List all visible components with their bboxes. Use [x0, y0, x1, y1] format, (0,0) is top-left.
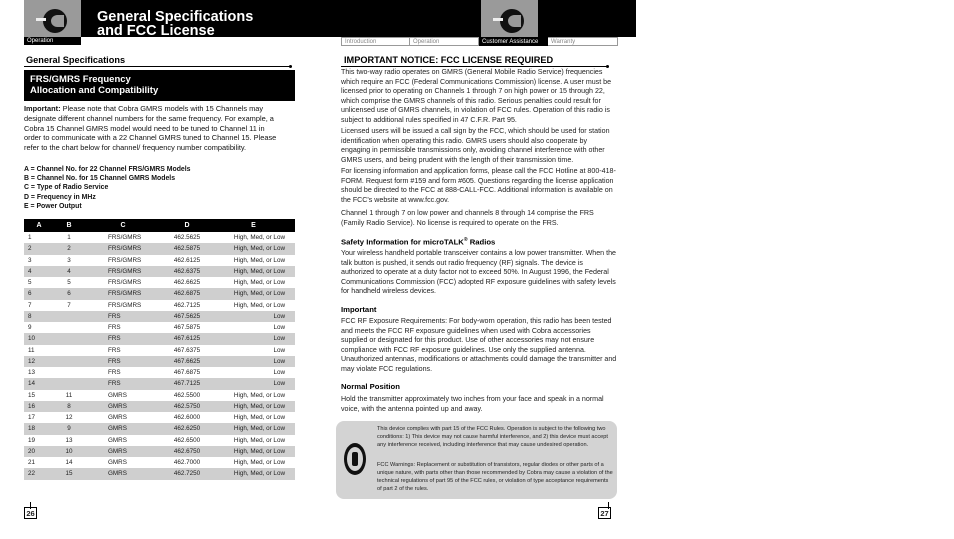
- table-header-row: [24, 219, 295, 232]
- table-cell: [54, 322, 84, 333]
- table-cell: GMRS: [108, 459, 127, 467]
- table-cell: [54, 356, 84, 367]
- table-cell: FRS: [108, 369, 121, 377]
- table-cell: 17: [28, 414, 36, 422]
- divider: [24, 66, 292, 67]
- table-cell: 462.6625: [173, 279, 201, 287]
- table-cell: 3: [67, 256, 71, 264]
- table-cell: FRS/GMRS: [108, 301, 142, 309]
- table-cell: High, Med, or Low: [233, 436, 285, 444]
- tab-customer-assistance[interactable]: Customer Assistance: [479, 37, 548, 46]
- table-row: [24, 243, 295, 254]
- table-row: [24, 435, 295, 446]
- fcc-mark-icon: [344, 443, 366, 475]
- important-note: Important: Please note that Cobra GMRS models with 15 Channels may designate different channel numbers for the same frequency. For example, a Cobra 15 Channel GMRS model would need to be tuned to Channel 11 in order to communicate with a 22 Channel GMRS tuned to Channel 15. Please refer to the chart below for channel/ frequency number compatibility.: [24, 104, 277, 153]
- table-cell: [54, 333, 84, 344]
- table-cell: 5: [28, 279, 32, 287]
- table-cell: High, Med, or Low: [233, 459, 285, 467]
- table-cell: 9: [28, 324, 32, 332]
- table-cell: 467.7125: [162, 378, 212, 389]
- table-row: [24, 311, 295, 322]
- important-heading: Important: [341, 305, 377, 314]
- table-cell: 6: [24, 288, 54, 299]
- table-cell: 14: [65, 459, 73, 467]
- normal-position-paragraph: Hold the transmitter approximately two inches from your face and speak in a normal voice, with the antenna pointed up and away.: [341, 395, 604, 413]
- table-row: [24, 277, 295, 288]
- table-cell: 1: [28, 234, 32, 242]
- safety-paragraph: Your wireless handheld portable transceiver contains a low power transmitter. When the talk button is pushed, it sends out radio frequency (RF) signals. The device is authorized to operate at a duty factor not to exceed 50%. In August 1996, the Federal Communications Commission (FCC) adopted RF exposure guidelines with safety levels for handheld wireless devices.: [341, 249, 616, 296]
- table-row: [24, 457, 295, 468]
- table-row: [24, 367, 295, 378]
- table-cell: GMRS: [84, 446, 162, 457]
- table-cell: 462.5625: [173, 234, 201, 242]
- table-cell: Low: [212, 333, 295, 344]
- table-cell: Low: [273, 346, 285, 354]
- table-cell: Low: [212, 311, 295, 322]
- table-cell: Low: [212, 356, 295, 367]
- table-cell: 462.5750: [162, 401, 212, 412]
- table-row: [24, 468, 295, 479]
- table-cell: FRS/GMRS: [84, 288, 162, 299]
- table-cell: 462.6875: [162, 288, 212, 299]
- table-cell: High, Med, or Low: [212, 243, 295, 254]
- table-row: [24, 446, 295, 457]
- table-cell: High, Med, or Low: [233, 391, 285, 399]
- table-cell: 15: [28, 391, 36, 399]
- table-cell: 8: [54, 401, 84, 412]
- table-cell: 12: [65, 414, 73, 422]
- table-cell: 467.6375: [173, 346, 201, 354]
- table-row: [24, 412, 295, 423]
- fcc-section-heading: IMPORTANT NOTICE: FCC LICENSE REQUIRED: [344, 55, 554, 65]
- table-cell: 4: [24, 266, 54, 277]
- table-cell: 467.5875: [173, 324, 201, 332]
- table-cell: High, Med, or Low: [212, 401, 295, 412]
- table-cell: FRS/GMRS: [84, 243, 162, 254]
- table-cell: GMRS: [108, 391, 127, 399]
- table-cell: 462.5500: [173, 391, 201, 399]
- table-row: [24, 255, 295, 266]
- table-cell: FRS: [108, 324, 121, 332]
- table-row: [24, 378, 295, 389]
- page-tick: [608, 502, 609, 509]
- table-cell: 462.6375: [162, 266, 212, 277]
- page-title: General Specifications and FCC License: [97, 9, 254, 39]
- table-cell: 10: [24, 333, 54, 344]
- table-cell: 6: [54, 288, 84, 299]
- table-cell: 12: [24, 356, 54, 367]
- table-cell: 462.7250: [162, 468, 212, 479]
- table-cell: GMRS: [108, 436, 127, 444]
- table-cell: 13: [28, 369, 36, 377]
- table-cell: High, Med, or Low: [233, 414, 285, 422]
- table-cell: 462.5875: [162, 243, 212, 254]
- fcc-paragraph: Channel 1 through 7 on low power and channels 8 through 14 comprise the FRS (Family Radio Service). No license is required to operate on the FRS.: [341, 209, 594, 227]
- table-cell: 5: [67, 279, 71, 287]
- divider: [341, 66, 607, 67]
- table-cell: High, Med, or Low: [233, 301, 285, 309]
- table-row: [24, 390, 295, 401]
- table-cell: GMRS: [84, 423, 162, 434]
- table-cell: 467.6125: [162, 333, 212, 344]
- frequency-table: [24, 219, 295, 480]
- table-cell: High, Med, or Low: [212, 446, 295, 457]
- table-cell: High, Med, or Low: [212, 423, 295, 434]
- table-cell: 462.6250: [162, 423, 212, 434]
- divider-dot: [289, 65, 292, 68]
- cobra-logo: [481, 0, 538, 37]
- table-row: [24, 288, 295, 299]
- table-cell: FRS/GMRS: [108, 279, 142, 287]
- table-cell: 13: [65, 436, 73, 444]
- page-tick: [30, 502, 31, 509]
- table-cell: High, Med, or Low: [212, 288, 295, 299]
- table-cell: FRS/GMRS: [108, 256, 142, 264]
- frequency-box: FRS/GMRS Frequency Allocation and Compatibility: [24, 70, 295, 101]
- table-row: [24, 356, 295, 367]
- table-cell: High, Med, or Low: [233, 256, 285, 264]
- table-cell: 21: [28, 459, 36, 467]
- table-cell: 462.6750: [162, 446, 212, 457]
- tab-introduction[interactable]: Introduction: [341, 37, 410, 46]
- table-cell: FRS: [84, 311, 162, 322]
- table-row: [24, 300, 295, 311]
- table-cell: FRS: [84, 378, 162, 389]
- table-cell: 11: [28, 346, 35, 354]
- table-cell: 462.7125: [173, 301, 201, 309]
- table-body: [24, 232, 295, 480]
- table-cell: 467.5625: [162, 311, 212, 322]
- table-cell: 467.6875: [173, 369, 201, 377]
- table-cell: FRS: [84, 333, 162, 344]
- table-row: [24, 266, 295, 277]
- table-cell: 462.6000: [173, 414, 201, 422]
- table-cell: [54, 378, 84, 389]
- table-row: [24, 345, 295, 356]
- table-cell: GMRS: [108, 414, 127, 422]
- table-cell: High, Med, or Low: [233, 234, 285, 242]
- fcc-compliance-text: This device complies with part 15 of the FCC Rules. Operation is subject to the following two conditions: 1) This device may not cause harmful interference, and 2) this device must accept any interference received, including interference that may cause undesired operation.: [377, 426, 608, 448]
- table-cell: 9: [54, 423, 84, 434]
- fcc-warning-text: FCC Warnings: Replacement or substitution of transistors, regular diodes or other parts of a unique nature, with parts other than those recommended by Cobra may cause a violation of the technical regulations of part 95 of the FCC rules, or violation of type acceptance requirements of part 2 of the rules.: [377, 462, 613, 492]
- table-cell: 8: [24, 311, 54, 322]
- table-cell: GMRS: [84, 401, 162, 412]
- legend: A = Channel No. for 22 Channel FRS/GMRS Models B = Channel No. for 15 Channel GMRS Models C = Type of Radio Service D = Frequency in MHz E = Power Output: [24, 166, 191, 210]
- cobra-logo: [24, 0, 81, 37]
- table-row: [24, 401, 295, 412]
- table-row: [24, 423, 295, 434]
- table-cell: 2: [24, 243, 54, 254]
- table-cell: 18: [24, 423, 54, 434]
- table-cell: 22: [24, 468, 54, 479]
- table-cell: 462.6125: [173, 256, 201, 264]
- table-cell: [54, 311, 84, 322]
- column-header: A: [24, 219, 54, 232]
- table-cell: 11: [65, 391, 73, 399]
- table-row: [24, 322, 295, 333]
- table-cell: Low: [273, 324, 285, 332]
- table-row: [24, 232, 295, 243]
- fcc-paragraph: For licensing information and application forms, please call the FCC Hotline at 800-418-FORM. Request form #159 and form #605. Questions regarding the license application should be directed to the FCC at 888-CALL-FCC. Additional information is available on the FCC's website at www.fcc.gov.: [341, 167, 616, 204]
- table-cell: 2: [54, 243, 84, 254]
- table-cell: FRS: [108, 346, 121, 354]
- rf-exposure-paragraph: FCC RF Exposure Requirements: For body-worn operation, this radio has been tested and meets the FCC RF exposure guidelines when used with Cobra accessories supplied or designated for this product. Use of other accessories may not ensure compliance with FCC RF exposure guidelines. Use only the supplied antenna. Unauthorized antennas, modifications or attachments could damage the transmitter and may violate FCC regulations.: [341, 317, 617, 373]
- table-cell: 15: [54, 468, 84, 479]
- table-cell: 10: [54, 446, 84, 457]
- table-cell: 462.6500: [173, 436, 201, 444]
- page-number: 26: [24, 507, 37, 519]
- tab-operation[interactable]: Operation: [410, 37, 479, 46]
- table-cell: 7: [28, 301, 32, 309]
- normal-position-heading: Normal Position: [341, 382, 400, 391]
- table-cell: FRS/GMRS: [84, 266, 162, 277]
- safety-heading: Safety Information for microTALK® Radios: [341, 237, 496, 247]
- table-row: [24, 333, 295, 344]
- tab-warranty[interactable]: Warranty: [548, 37, 618, 46]
- column-header: C: [84, 219, 162, 232]
- table-cell: FRS/GMRS: [108, 234, 142, 242]
- column-header: D: [162, 219, 212, 232]
- section-tabs: [341, 37, 618, 46]
- table-cell: Low: [212, 378, 295, 389]
- column-header: E: [212, 219, 295, 232]
- table-cell: 3: [28, 256, 32, 264]
- table-cell: 20: [24, 446, 54, 457]
- tab-operation[interactable]: Operation: [24, 37, 81, 45]
- table-cell: 462.7000: [173, 459, 201, 467]
- table-cell: [54, 345, 84, 356]
- table-cell: High, Med, or Low: [233, 279, 285, 287]
- column-header: B: [54, 219, 84, 232]
- table-cell: GMRS: [84, 468, 162, 479]
- table-cell: Low: [273, 369, 285, 377]
- table-cell: [54, 367, 84, 378]
- fcc-paragraph: This two-way radio operates on GMRS (General Mobile Radio Service) frequencies which require an FCC (Federal Communications Commission) license. A user must be licensed prior to operating on Channels 1 through 7 on high power or 15 through 22, which comprise the GMRS channels of this radio. Serious penalties could result for unlicensed use of GMRS channels, in violation of FCC rules. Operation of this radio is subject to additional rules specified in 47 C.F.R. Part 95.: [341, 68, 612, 124]
- table-cell: 14: [24, 378, 54, 389]
- table-cell: 7: [67, 301, 71, 309]
- table-cell: High, Med, or Low: [212, 468, 295, 479]
- table-cell: FRS: [84, 356, 162, 367]
- table-cell: 16: [24, 401, 54, 412]
- section-heading: General Specifications: [26, 55, 126, 65]
- table-cell: 467.6625: [162, 356, 212, 367]
- table-cell: High, Med, or Low: [212, 266, 295, 277]
- table-cell: 1: [67, 234, 71, 242]
- table-cell: 19: [28, 436, 36, 444]
- table-cell: 4: [54, 266, 84, 277]
- page-number: 27: [598, 507, 611, 519]
- fcc-paragraph: Licensed users will be issued a call sign by the FCC, which should be used for station identification when operating this radio. GMRS users should also cooperate by engaging in permissible transmissions only, avoiding channel interference with other GMRS users, and being prudent with the length of their transmission time.: [341, 127, 610, 164]
